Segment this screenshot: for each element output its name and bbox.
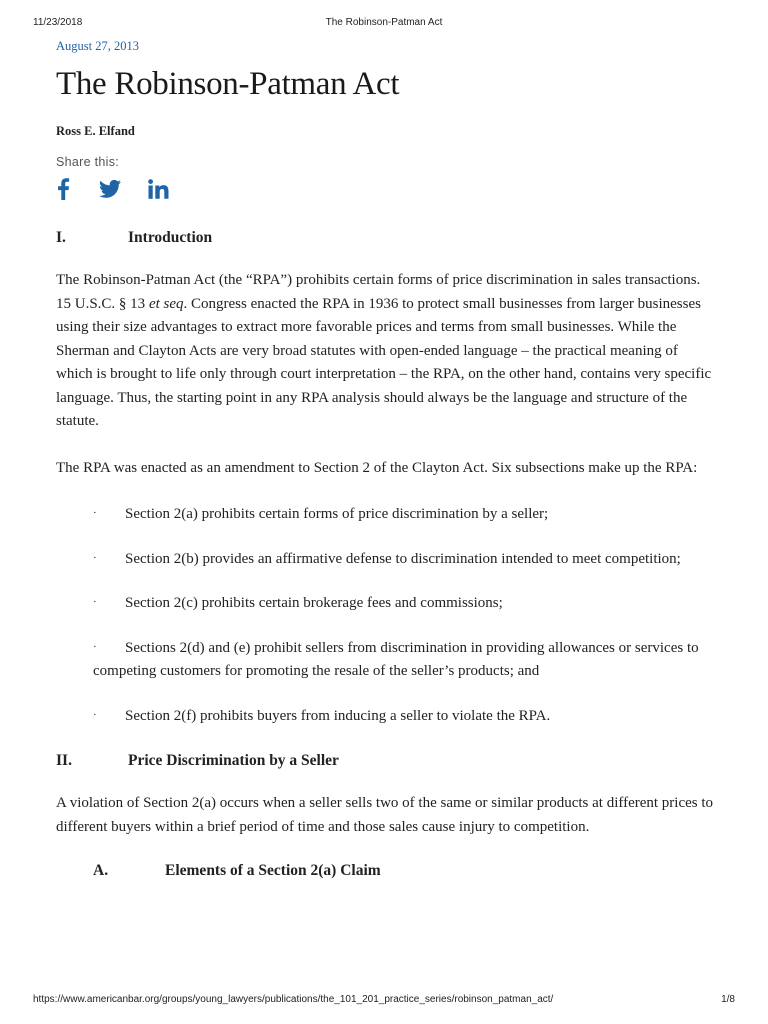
section-number: II. <box>56 752 72 769</box>
page-number: 1/8 <box>721 994 735 1005</box>
section-heading-introduction <box>56 226 716 250</box>
subsection-heading <box>93 859 716 883</box>
section-heading-price-discrimination <box>56 749 716 773</box>
share-label: Share this: <box>56 155 120 169</box>
print-date: 11/23/2018 <box>33 17 83 28</box>
intro-paragraph-1: The Robinson-Patman Act (the “RPA”) prohibits certain forms of price discrimination in sales transactions. 15 U.S.C. § 13 et seq. Congress enacted the RPA in 1936 to protect small businesses from larger businesses using their size advantages to extract more favorable prices and terms from small businesses. While the Sherman and Clayton Acts are very broad statutes with open-ended language – the practical meaning of which is brought to life only through court interpretation – the RPA, on the other hand, contains very specific language. Thus, the starting point in any RPA analysis should always be the language and structure of the statute. <box>56 272 712 429</box>
article-author[interactable]: Ross E. Elfand <box>56 124 135 138</box>
list-item: · Section 2(a) prohibits certain forms of price discrimination by a seller; <box>93 506 549 522</box>
article-title: The Robinson-Patman Act <box>56 66 400 102</box>
section-title: Introduction <box>128 229 213 246</box>
print-url: https://www.americanbar.org/groups/young_lawyers/publications/the_101_201_practice_series/robinson_patman_act/ <box>33 994 554 1005</box>
list-item: · Sections 2(d) and (e) prohibit sellers from discrimination in providing allowances or services to competing customers for promoting the resale of the seller’s products; and <box>93 639 699 679</box>
article <box>56 36 716 883</box>
list-item: · Section 2(b) provides an affirmative defense to discrimination intended to meet competition; <box>93 550 681 567</box>
list-item: · Section 2(c) prohibits certain brokerage fees and commissions; <box>93 595 503 611</box>
facebook-icon[interactable] <box>56 178 70 200</box>
print-title: The Robinson-Patman Act <box>325 17 443 28</box>
twitter-icon[interactable] <box>99 179 121 199</box>
subsection-title: Elements of a Section 2(a) Claim <box>165 862 381 879</box>
print-header <box>33 17 735 31</box>
print-footer <box>33 994 735 1008</box>
list-item: · Section 2(f) prohibits buyers from inducing a seller to violate the RPA. <box>93 707 551 724</box>
intro-paragraph-2: The RPA was enacted as an amendment to Section 2 of the Clayton Act. Six subsections make up the RPA: <box>56 459 698 476</box>
subsection-number: A. <box>93 862 109 879</box>
section-number: I. <box>56 229 66 246</box>
share-bar <box>56 176 716 202</box>
linkedin-icon[interactable] <box>148 179 169 199</box>
article-date: August 27, 2013 <box>56 39 139 53</box>
price-paragraph-1: A violation of Section 2(a) occurs when a seller sells two of the same or similar products at different prices to different buyers within a brief period of time and those sales cause injury to competition. <box>56 795 714 835</box>
section-title: Price Discrimination by a Seller <box>128 752 339 769</box>
